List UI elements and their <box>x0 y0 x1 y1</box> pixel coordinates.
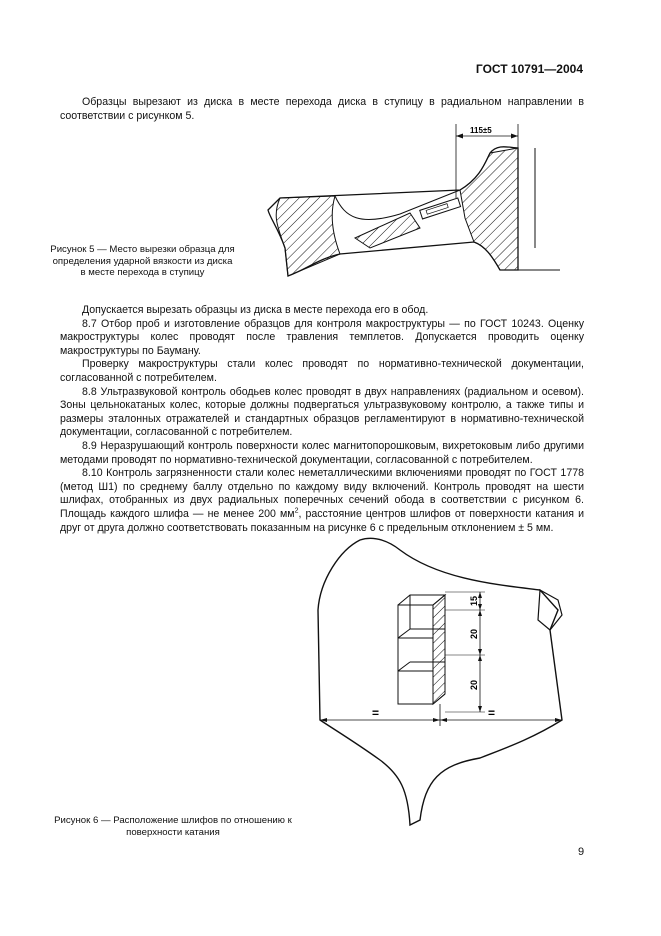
figure-6-caption: Рисунок 6 — Расположение шлифов по отношению к поверхности катания <box>54 815 292 838</box>
intro-text: Образцы вырезают из диска в месте перехода диска в ступицу в радиальном направлении в соответствии с рисунком 5. <box>60 96 584 122</box>
paragraph-8-7: 8.7 Отбор проб и изготовление образцов для контроля макроструктуры — по ГОСТ 10243. Оценку макроструктуры колес проводят после травления темплетов. Допускается проводить оценку макроструктуры по Бауману. <box>60 317 584 357</box>
figure-6-dim-15: 15 <box>469 595 479 606</box>
paragraph-8-10-text-b: , расстояние центров шлифов от поверхности катания и друг от друга должно соответствовать показанным на рисунке 6 с предельным отклонением ± 5 мм. <box>60 507 584 534</box>
page-number: 9 <box>578 846 585 858</box>
figure-6-equal-left: = <box>372 706 380 720</box>
standard-header: ГОСТ 10791—2004 <box>475 62 583 76</box>
body-text <box>60 304 584 535</box>
figure-5-caption: Рисунок 5 — Место вырезки образца для определения ударной вязкости из диска в месте перехода в ступицу <box>50 244 235 278</box>
paragraph-8-8: 8.8 Ультразвуковой контроль ободьев колес проводят в двух направлениях (радиальном и осевом). Зоны цельнокатаных колес, которые должны подвергаться ультразвуковому контролю, а также типы и размеры эталонных отражателей и стандартных образцов регламентируют в нормативно-технической документации, согласованной с потребителем. <box>60 385 584 439</box>
paragraph-8-10 <box>60 467 584 535</box>
paragraph-8-7-cont: Проверку макроструктуры стали колес проводят по нормативно-технической документации, согласованной с потребителем. <box>60 358 584 384</box>
figure-6-dim-20-upper: 20 <box>469 628 479 639</box>
figure-6-drawing <box>300 530 580 830</box>
paragraph-8-9: 8.9 Неразрушающий контроль поверхности колес магнитопорошковым, вихретоковым либо другими методами проводят по нормативно-технической документации, согласованной с потребителем. <box>60 439 584 466</box>
superscript-2: 2 <box>294 507 299 515</box>
figure-6-equal-right: = <box>488 706 496 720</box>
figure-6-dim-20-lower: 20 <box>469 679 479 690</box>
figure-5-drawing <box>260 118 580 288</box>
figure-5-dimension: 115±5 <box>470 126 492 135</box>
paragraph-1: Допускается вырезать образцы из диска в месте перехода его в обод. <box>82 304 429 316</box>
paragraph-8-10-text-a: 8.10 Контроль загрязненности стали колес неметаллическими включениями проводят по ГОСТ 1778 (метод Ш1) по среднему баллу отдельно по каждому виду включений. Контроль проводят на шести шлифах, отобранных из двух радиальных поперечных сечений обода в соответствии с рисунком 6. Площадь каждого шлифа — не менее 200 мм <box>60 467 584 520</box>
